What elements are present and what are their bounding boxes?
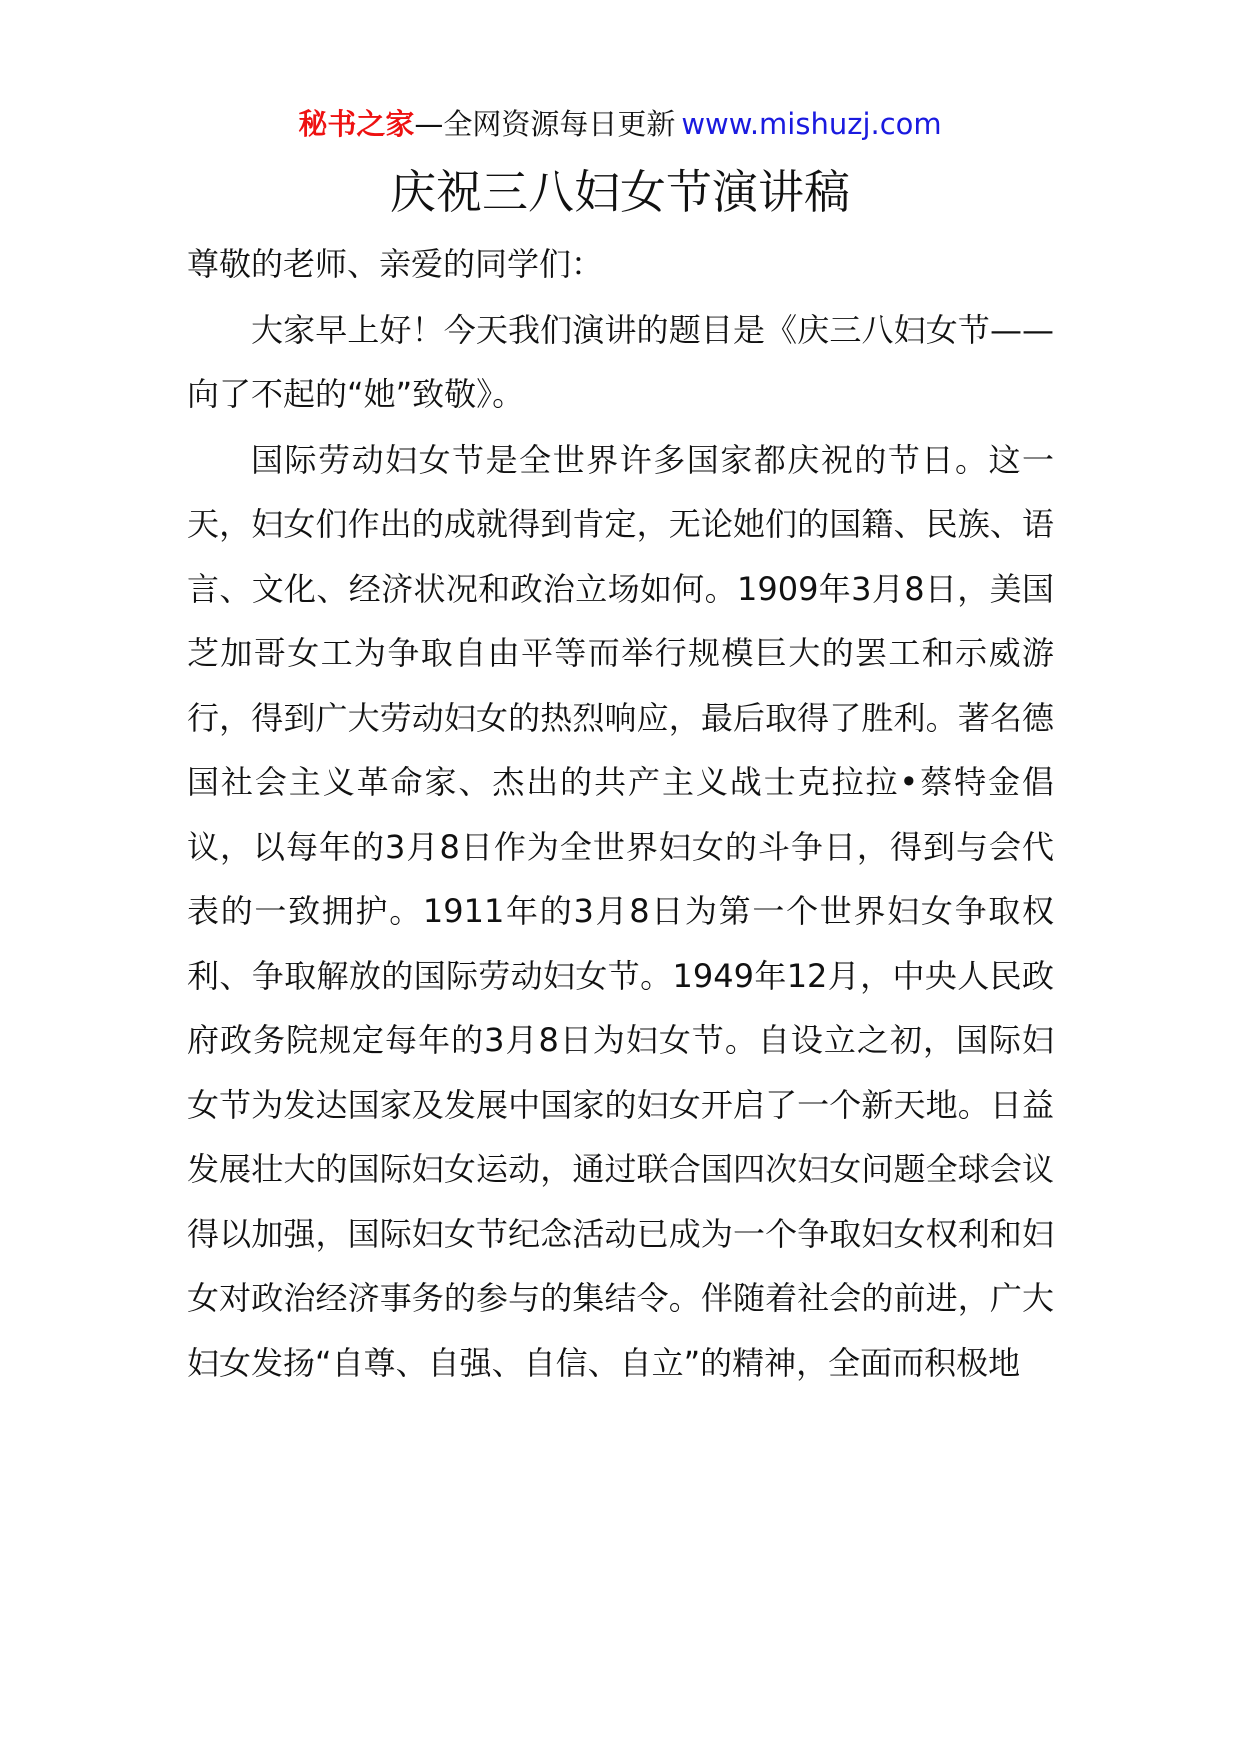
document-body: [187, 232, 1054, 1395]
document-title: 庆祝三八妇女节演讲稿: [390, 165, 850, 219]
site-brand: 秘书之家: [298, 107, 415, 141]
site-tagline: —全网资源每日更新: [414, 107, 676, 141]
salutation: 尊敬的老师、亲爱的同学们：: [187, 245, 604, 283]
paragraph-history: 国际劳动妇女节是全世界许多国家都庆祝的节日。这一天，妇女们作出的成就得到肯定，无论她们的国籍、民族、语言、文化、经济状况和政治立场如何。1909年3月8日，美国芝加哥女工为争取自由平等而举行规模巨大的罢工和示威游行，得到广大劳动妇女的热烈响应，最后取得了胜利。著名德国社会主义革命家、杰出的共产主义战士克拉拉•蔡特金倡议，以每年的3月8日作为全世界妇女的斗争日，得到与会代表的一致拥护。1911年的3月8日为第一个世界妇女争取权利、争取解放的国际劳动妇女节。1949年12月，中央人民政府政务院规定每年的3月8日为妇女节。自设立之初，国际妇女节为发达国家及发展中国家的妇女开启了一个新天地。日益发展壮大的国际妇女运动，通过联合国四次妇女问题全球会议得以加强，国际妇女节纪念活动已成为一个争取妇女权利和妇女对政治经济事务的参与的集结令。伴随着社会的前进，广大妇女发扬“自尊、自强、自信、自立”的精神，全面而积极地: [187, 440, 1054, 1382]
site-url-link[interactable]: www.mishuzj.com: [681, 107, 942, 141]
paragraph-greeting: 大家早上好！今天我们演讲的题目是《庆三八妇女节——向了不起的“她”致敬》。: [187, 310, 1054, 413]
site-header: [0, 104, 1240, 144]
